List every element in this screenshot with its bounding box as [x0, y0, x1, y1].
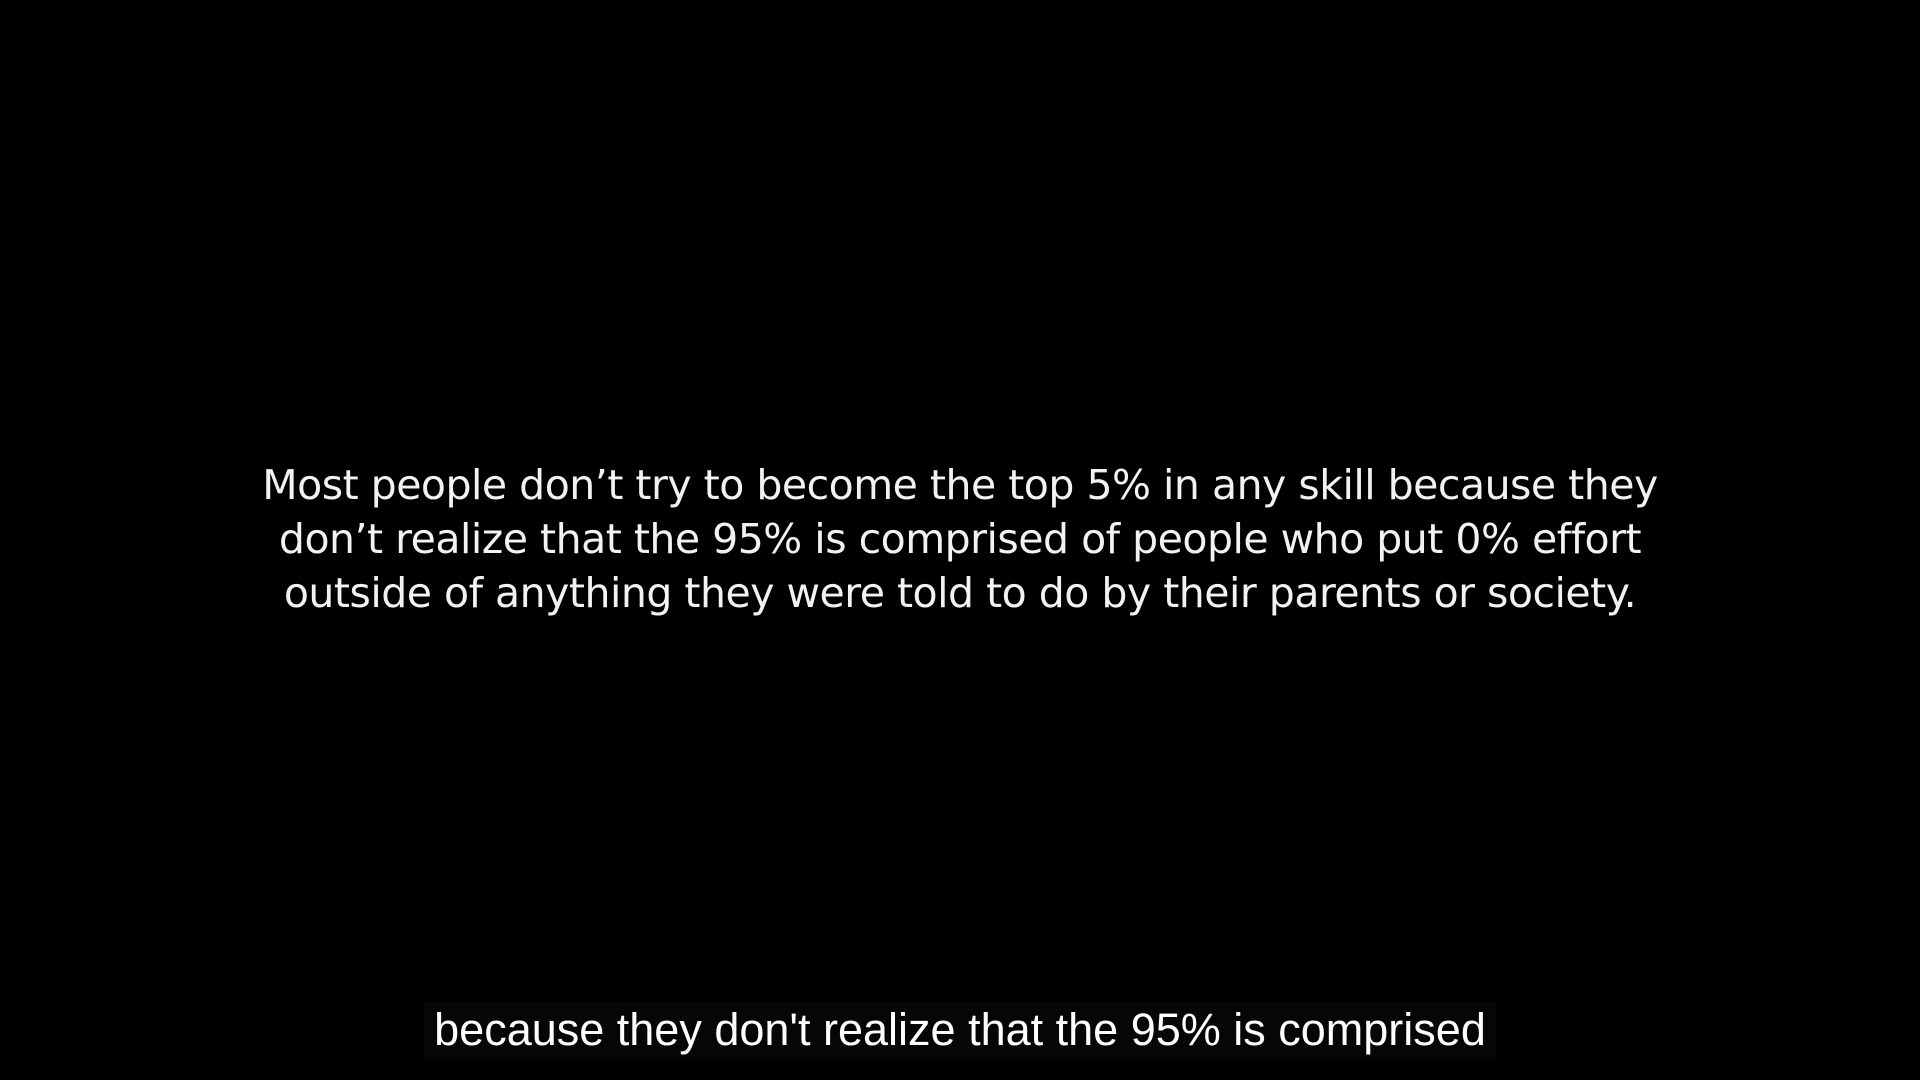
quote-line-2: don’t realize that the 95% is comprised of people who put 0% effort	[278, 515, 1642, 563]
caption-container	[0, 1001, 1920, 1059]
quote-line-3: outside of anything they were told to do by their parents or society.	[283, 569, 1637, 617]
closed-caption: because they don't realize that the 95% is comprised	[424, 1001, 1496, 1059]
quote-line-1: Most people don’t try to become the top 5% in any skill because they	[262, 461, 1658, 509]
quote-text	[0, 458, 1920, 620]
